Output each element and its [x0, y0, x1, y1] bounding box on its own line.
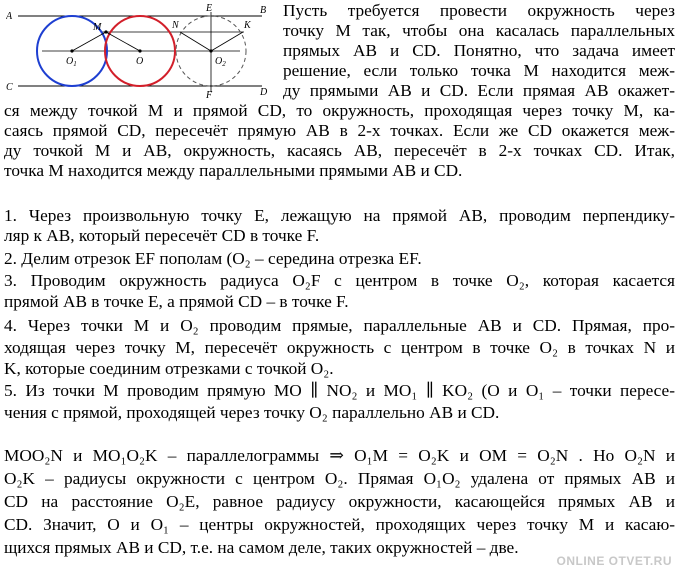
proof-line: CD. Значит, O и O₁ – центры окружностей, проходящих через точку M и касаю-	[4, 515, 675, 534]
step-5-line: 5. Из точки M проводим прямую MO ∥ NO₂ и MO₁ ∥ KO₂ (O и O₁ – точки пересе-	[4, 381, 675, 400]
segment-k-o2	[211, 32, 243, 51]
label-n: N	[172, 20, 179, 31]
text-line: прямых AB и CD. Понятно, что задача имеет	[283, 41, 675, 60]
text-line: ду точкой M и AB, окружность, касаясь AB, пересечёт в 2-х точках CD. Итак,	[4, 141, 675, 160]
text-line: ду прямыми AB и CD. Если прямая AB окажет-	[283, 81, 675, 100]
step-4-line: K, которые соединим отрезками с точкой O₂.	[4, 359, 334, 378]
label-o1: $O_1$	[66, 56, 77, 68]
label-k: K	[244, 20, 251, 31]
watermark: ONLINE OTVET.RU	[556, 554, 672, 568]
segment-n-o2	[180, 32, 211, 51]
label-d: D	[260, 87, 268, 98]
proof-line: MOO₂N и MO₁O₂K – параллелограммы ⇒ O₁M = O₂K и OM = O₂N . Но O₂N и	[4, 446, 675, 465]
label-o2: $O_2$	[215, 56, 226, 68]
step-1-line: 1. Через произвольную точку E, лежащую на прямой AB, проводим перпендику-	[4, 206, 675, 225]
step-4-line: 4. Через точки M и O₂ проводим прямые, параллельные AB и CD. Прямая, про-	[4, 316, 675, 335]
text-line: ся между точкой M и прямой CD, то окружность, проходящая через точку M, ка-	[4, 101, 675, 120]
step-5-line: чения с прямой, проходящей через точку O₂ параллельно AB и CD.	[4, 403, 500, 422]
segment-m-o	[106, 32, 140, 51]
label-o: O	[136, 56, 144, 67]
point-o	[138, 49, 141, 52]
point-o2	[209, 49, 212, 52]
proof-line: O₂K – радиусы окружности с центром O₂. Прямая O₁O₂ удалена от прямых AB и	[4, 469, 675, 488]
label-c: C	[6, 82, 13, 93]
construction-diagram	[6, 2, 268, 98]
label-b: B	[260, 5, 267, 16]
step-4-line: ходящая через точку M, пересечёт окружность с центром в точке O₂ в точках N и	[4, 338, 675, 357]
step-1-line: ляр к AB, который пересечёт CD в точке F.	[4, 226, 320, 245]
proof-line: щихся прямых AB и CD, т.е. на самом деле, таких окружностей – две.	[4, 538, 519, 557]
label-f: F	[206, 90, 213, 98]
proof-line: CD на расстояние O₂E, равное радиусу окружности, касающейся прямых AB и	[4, 492, 675, 511]
text-line: Пусть требуется провести окружность через	[283, 1, 675, 20]
step-2-line: 2. Делим отрезок EF пополам (O₂ – середина отрезка EF.	[4, 249, 422, 268]
text-line: точку M так, чтобы она касалась параллельных	[283, 21, 675, 40]
text-line: точка M находится между параллельными прямыми AB и CD.	[4, 161, 463, 180]
text-line: саясь прямой CD, пересечёт прямую AB в 2-х точках. Если же CD окажется меж-	[4, 121, 675, 140]
text-line: решение, если только точка M находится меж-	[283, 61, 675, 80]
geometry-figure	[6, 2, 268, 98]
label-m: M	[93, 22, 102, 33]
label-e: E	[206, 3, 213, 14]
label-a: A	[6, 11, 13, 22]
point-o1	[70, 49, 73, 52]
step-3-line: 3. Проводим окружность радиуса O₂F с центром в точке O₂, которая касается	[4, 271, 675, 290]
step-3-line: прямой AB в точке E, а прямой CD – в точке F.	[4, 292, 349, 311]
segment-m-o1	[72, 32, 106, 51]
point-m	[104, 30, 107, 33]
